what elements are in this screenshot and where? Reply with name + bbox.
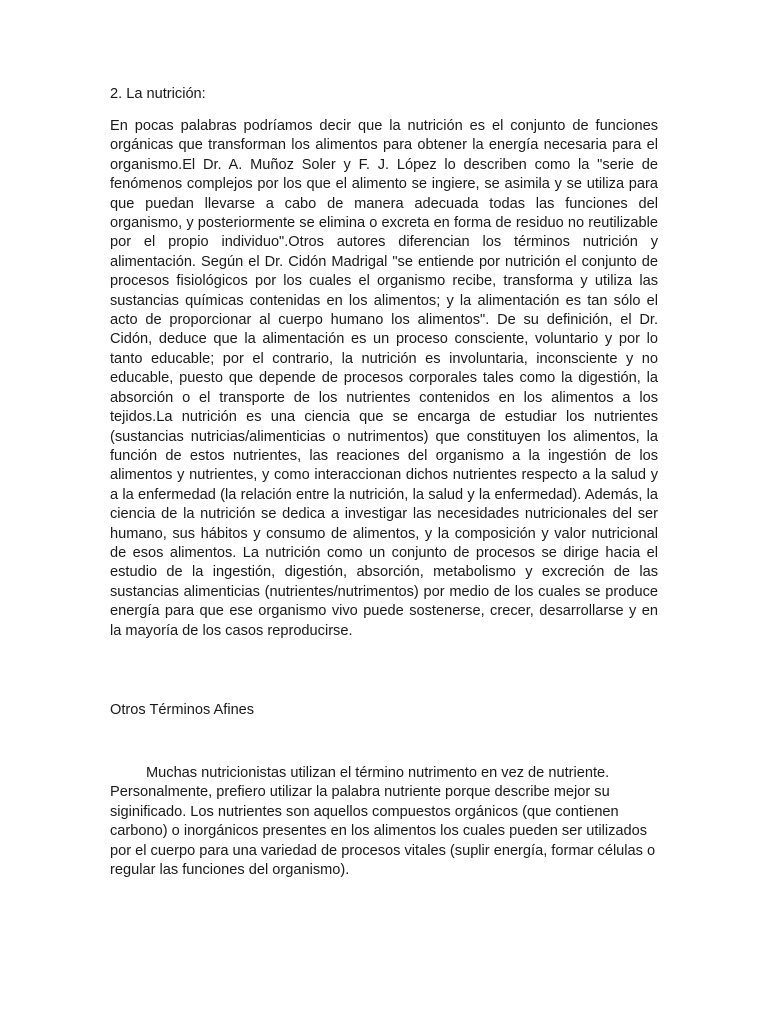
body-paragraph-related-terms: Muchas nutricionistas utilizan el término nutrimento en vez de nutriente. Personalmente, prefiero utilizar la palabra nutriente porque describe mejor su siginificado. Los nutrientes son aquellos compuestos orgánicos (que contienen carbono) o inorgánicos presentes en los alimentos los cuales pueden ser utilizados por el cuerpo para una variedad de procesos vitales (suplir energía, formar células o regular las funciones del organismo). [110,765,656,879]
subsection-title: Otros Términos Afines [110,702,255,718]
section-title: 2. La nutrición: [110,86,206,102]
body-paragraph-nutrition: En pocas palabras podríamos decir que la nutrición es el conjunto de funciones orgánicas que transforman los alimentos para obtener la energía necesaria para el organismo.El Dr. A. Muñoz Soler y F. J. López lo describen como la "serie de fenómenos complejos por los que el alimento se ingiere, se asimila y se utiliza para que puedan llevarse a cabo de manera adecuada todas las funciones del organismo, y posteriormente se elimina o excreta en forma de residuo no reutilizable por el propio individuo".Otros autores diferencian los términos nutrición y alimentación. Según el Dr. Cidón Madrigal "se entiende por nutrición el conjunto de procesos fisiológicos por los cuales el organismo recibe, transforma y utiliza las sustancias químicas contenidas en los alimentos; y la alimentación es tan sólo el acto de proporcionar al cuerpo humano los alimentos". De su definición, el Dr. Cidón, deduce que la alimentación es un proceso consciente, voluntario y por lo tanto educable; por el contrario, la nutrición es involuntaria, inconsciente y no educable, puesto que depende de procesos corporales tales como la digestión, la absorción o el transporte de los nutrientes contenidos en los alimentos a los tejidos.La nutrición es una ciencia que se encarga de estudiar los nutrientes (sustancias nutricias/alimenticias o nutrimentos) que constituyen los alimentos, la función de estos nutrientes, las reaciones del organismo a la ingestión de los alimentos y nutrientes, y como interaccionan dichos nutrientes respecto a la salud y a la enfermedad (la relación entre la nutrición, la salud y la enfermedad). Además, la ciencia de la nutrición se dedica a investigar las necesidades nutricionales del ser humano, sus hábitos y consumo de alimentos, y la composición y valor nutricional de esos alimentos. La nutrición como un conjunto de procesos se dirige hacia el estudio de la ingestión, digestión, absorción, metabolismo y excreción de las sustancias alimenticias (nutrientes/nutrimentos) por medio de los cuales se produce energía para que ese organismo vivo puede sostenerse, crecer, desarrollarse y en la mayoría de los casos reproducirse. [110,118,658,639]
